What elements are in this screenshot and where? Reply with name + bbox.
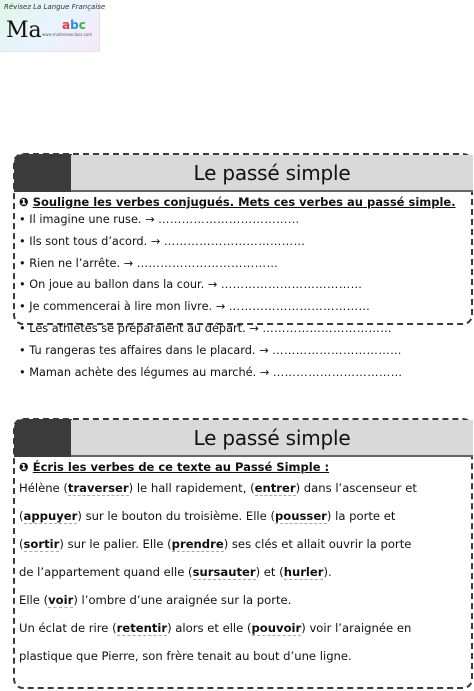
answer-blank[interactable]: …………………………… [272,365,403,379]
sentence-text: • Les athlètes se préparaient au départ. → [19,321,263,335]
exercise-1-header [71,155,473,192]
text-line [19,474,465,502]
text-segment: ) voir l’araignée en [301,621,412,635]
text-segment: plastique que Pierre, son frère tenait au bout d’une ligne. [19,649,352,663]
exercise-1-body [19,195,465,383]
verb-infinitive: sursauter [192,565,256,579]
instruction-text: Écris les verbes de ce texte au Passé Simple : [32,460,330,474]
exercise-2-text [19,474,465,670]
list-item [19,296,465,318]
exercise-1-card [13,153,473,379]
logo-title: Révisez La Langue Française [4,3,106,11]
list-item [19,362,465,384]
number-one-icon: ❶ [19,460,29,474]
text-segment: Hélène ( [19,481,68,495]
logo-letters: Ma [6,18,42,43]
text-line [19,502,465,530]
text-segment: ) le hall rapidement, ( [128,481,255,495]
logo-letter-a: a [62,18,71,32]
card-tab [14,154,72,192]
exercise-2-title: Le passé simple [193,426,351,450]
number-one-icon: ❶ [19,195,29,209]
verb-infinitive: prendre [171,537,224,551]
list-item [19,231,465,253]
text-segment: de l’appartement quand elle ( [19,565,193,579]
sentence-text: • On joue au ballon dans la cour. → [19,278,221,292]
text-segment: Un éclat de rire ( [19,621,117,635]
verb-infinitive: hurler [283,565,324,579]
list-item [19,253,465,275]
exercise-2-body [19,460,465,670]
logo-abc [62,18,86,32]
sentence-text: • Je commencerai à lire mon livre. → [19,300,229,314]
logo-letter-c: c [78,18,86,32]
exercise-1-title: Le passé simple [193,161,351,185]
verb-infinitive: voir [48,593,74,607]
text-segment: ) la porte et [326,509,396,523]
answer-blank[interactable]: ……………………………… [136,256,279,270]
sentence-text: • Rien ne l’arrête. → [19,256,137,270]
verb-infinitive: entrer [254,481,296,495]
exercise-1-instruction [19,195,465,209]
text-segment: ) alors et elle ( [167,621,252,635]
answer-blank[interactable]: …………………………… [272,343,402,357]
exercise-2-header [71,420,473,457]
text-line [19,586,465,614]
text-line [19,530,465,558]
exercise-2-card [13,418,473,689]
verb-infinitive: sortir [23,537,60,551]
verb-infinitive: retentir [116,621,168,635]
sentence-text: • Il imagine une ruse. → [19,213,159,226]
answer-blank[interactable]: …………………………… [262,321,393,335]
list-item [19,318,465,340]
text-segment: ) sur le bouton du troisième. Elle ( [77,509,275,523]
exercise-1-list [19,209,465,383]
sentence-text: • Maman achète des légumes au marché. → [19,365,273,379]
text-line [19,558,465,586]
text-segment: ) sur le palier. Elle ( [59,537,172,551]
card-tab [14,419,72,457]
exercise-2-instruction [19,460,465,474]
verb-infinitive: traverser [67,481,129,495]
logo-letter-b: b [70,18,79,32]
text-segment: ) ses clés et allait ouvrir la porte [223,537,412,551]
list-item [19,209,465,231]
answer-blank[interactable]: ……………………………… [228,300,371,314]
text-segment: ) et ( [255,565,284,579]
list-item [19,340,465,362]
logo-subtitle: www.maitresseclass.com [42,32,93,37]
verb-infinitive: pouvoir [251,621,302,635]
text-segment: ). [323,565,332,579]
sentence-text: • Tu rangeras tes affaires dans le placard. → [19,343,273,357]
text-segment: ) l’ombre d’une araignée sur la porte. [73,593,292,607]
text-line [19,614,465,642]
site-logo [0,0,106,52]
answer-blank[interactable]: ……………………………… [158,213,300,226]
text-line [19,642,465,670]
text-segment: Elle ( [19,593,49,607]
text-segment: ( [19,509,24,523]
text-segment: ( [19,537,24,551]
instruction-text: Souligne les verbes conjugués. Mets ces verbes au passé simple. [32,195,456,209]
answer-blank[interactable]: ……………………………… [220,278,363,292]
verb-infinitive: appuyer [23,509,78,523]
text-segment: ) dans l’ascenseur et [295,481,417,495]
list-item [19,274,465,296]
answer-blank[interactable]: ……………………………… [163,234,306,248]
verb-infinitive: pousser [275,509,327,523]
sentence-text: • Ils sont tous d’acord. → [19,234,164,248]
